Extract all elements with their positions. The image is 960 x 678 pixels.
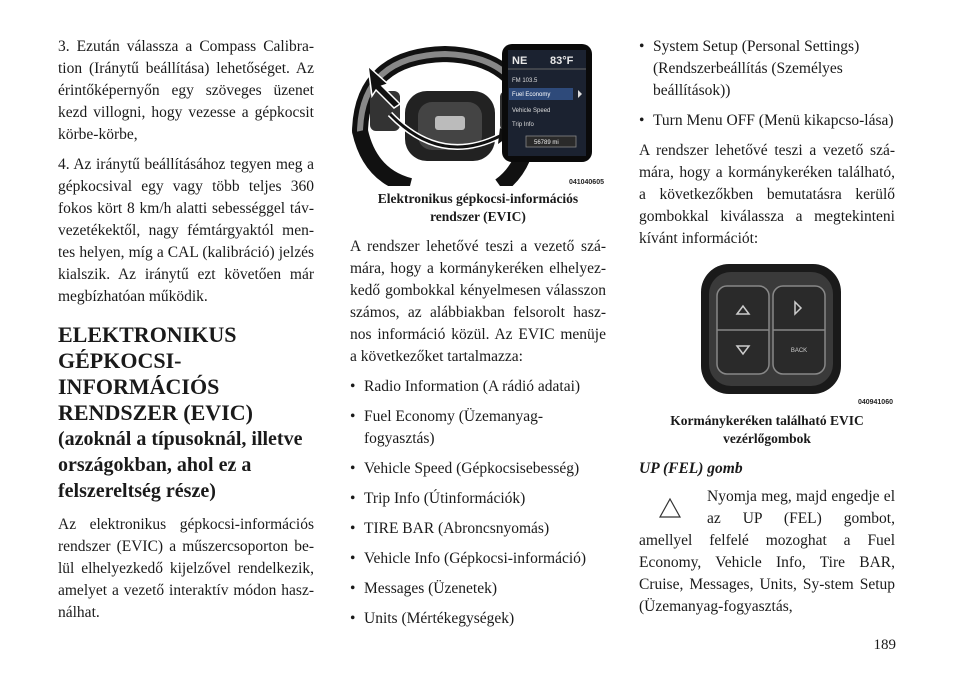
evic-description: A rendszer lehetővé teszi a vezető szá-mára, hogy a kormánykeréken elhelyez-kedő gombokkal kényelmesen válasszon számos, az alábbiakban felsorolt hasz-nos információ közül. Az EVIC menüje a következőket tartalmazza: xyxy=(350,238,606,365)
display-odometer: 56789 mi xyxy=(534,140,559,146)
heading-sub-2: országokban, ahol ez a xyxy=(58,454,252,476)
list-item: • Radio Information (A rádió adatai) xyxy=(350,376,606,398)
menu-list xyxy=(350,376,606,630)
step-4-paragraph: 4. Az iránytű beállításához tegyen meg a gépkocsival egy vagy több teljes 360 fokos kört 8 km/h alatti sebességgel táv-vezetékektől, nagy fémtárgyaktól men-tes helyen, míg a CAL (kalibráció) jelzés kialszik. Az iránytű ezt követően már megbízhatóan működik. xyxy=(58,156,314,305)
step-3-paragraph: 3. Ezután válassza a Compass Calibra-tion (Iránytű beállítása) lehetőséget. Az érintőképernyőn egy szöveges üzenet kezd villogni, hogy vezesse a gépkocsit körbe-körbe, xyxy=(58,38,314,143)
list-item: • Units (Mértékegységek) xyxy=(350,608,606,630)
display-temp: 83°F xyxy=(550,55,574,67)
display-heading: NE xyxy=(512,55,528,67)
intro-paragraph: Az elektronikus gépkocsi-információs rendszer (EVIC) a műszercsoporton be-lül elhelyezkedő kijelzővel rendelkezik, amelyet a vezető interaktív módon hasz-nálhat. xyxy=(58,516,314,621)
control-buttons-figure xyxy=(639,258,895,408)
figure-code: 040941060 xyxy=(857,399,893,406)
list-item: • Messages (Üzenetek) xyxy=(350,578,606,600)
figure-code: 041040605 xyxy=(568,179,604,186)
controls-description: A rendszer lehetővé teszi a vezető szá-mára, hogy a kormánykeréken található, a következőkben bemutatásra kerülő gombokkal kiválassza a megtekinteni kívánt információt: xyxy=(639,142,895,247)
control-buttons-illustration xyxy=(639,258,895,408)
list-item: • Vehicle Speed (Gépkocsisebesség) xyxy=(350,458,606,480)
caption-line: rendszer (EVIC) xyxy=(430,209,526,224)
heading-line-2: GÉPKOCSI- xyxy=(58,348,182,373)
up-button-section xyxy=(639,486,895,618)
figure-caption xyxy=(639,412,895,448)
page-number: 189 xyxy=(873,637,896,653)
section-heading xyxy=(58,322,314,504)
back-button-label: BACK xyxy=(790,348,808,354)
column-left xyxy=(58,36,314,632)
list-item: • Turn Menu OFF (Menü kikapcso-lása) xyxy=(639,110,895,132)
heading-line-4: RENDSZER (EVIC) xyxy=(58,400,253,425)
display-menu-item: Fuel Economy xyxy=(512,92,551,98)
up-triangle-icon xyxy=(639,486,701,530)
heading-sub-1: (azoknál a típusoknál, illetve xyxy=(58,428,303,450)
display-menu-item: FM 103.5 xyxy=(512,78,538,84)
menu-list-continued xyxy=(639,36,895,132)
steering-wheel-illustration xyxy=(350,36,606,186)
up-button-text: Nyomja meg, majd engedje el az UP (FEL) gombot, amellyel felfelé mozoghat a Fuel Economy, Vehicle Info, Tire BAR, Cruise, Messages, Units, Sy-stem Setup (Üzemanyag-fogyasztás, xyxy=(639,488,895,615)
heading-sub-3: felszereltség része) xyxy=(58,480,216,502)
list-item: • Trip Info (Útinformációk) xyxy=(350,488,606,510)
caption-line: Elektronikus gépkocsi-információs xyxy=(377,191,579,206)
list-item: • TIRE BAR (Abroncsnyomás) xyxy=(350,518,606,540)
list-item: • System Setup (Personal Settings) (Rendszerbeállítás (Személyes beállítások)) xyxy=(639,36,895,102)
heading-line-3: INFORMÁCIÓS xyxy=(58,374,220,399)
up-button-heading: UP (FEL) gomb xyxy=(639,460,743,477)
list-item: • Fuel Economy (Üzemanyag-fogyasztás) xyxy=(350,406,606,450)
display-menu-item: Vehicle Speed xyxy=(512,108,551,114)
column-middle xyxy=(350,36,606,638)
caption-line: vezérlőgombok xyxy=(723,431,811,446)
figure-caption xyxy=(350,190,606,226)
heading-line-1: ELEKTRONIKUS xyxy=(58,322,237,347)
evic-figure xyxy=(350,36,606,186)
column-right xyxy=(639,36,895,626)
caption-line: Kormánykeréken található EVIC xyxy=(670,413,864,428)
list-item: • Vehicle Info (Gépkocsi-információ) xyxy=(350,548,606,570)
display-menu-item: Trip Info xyxy=(512,122,534,128)
